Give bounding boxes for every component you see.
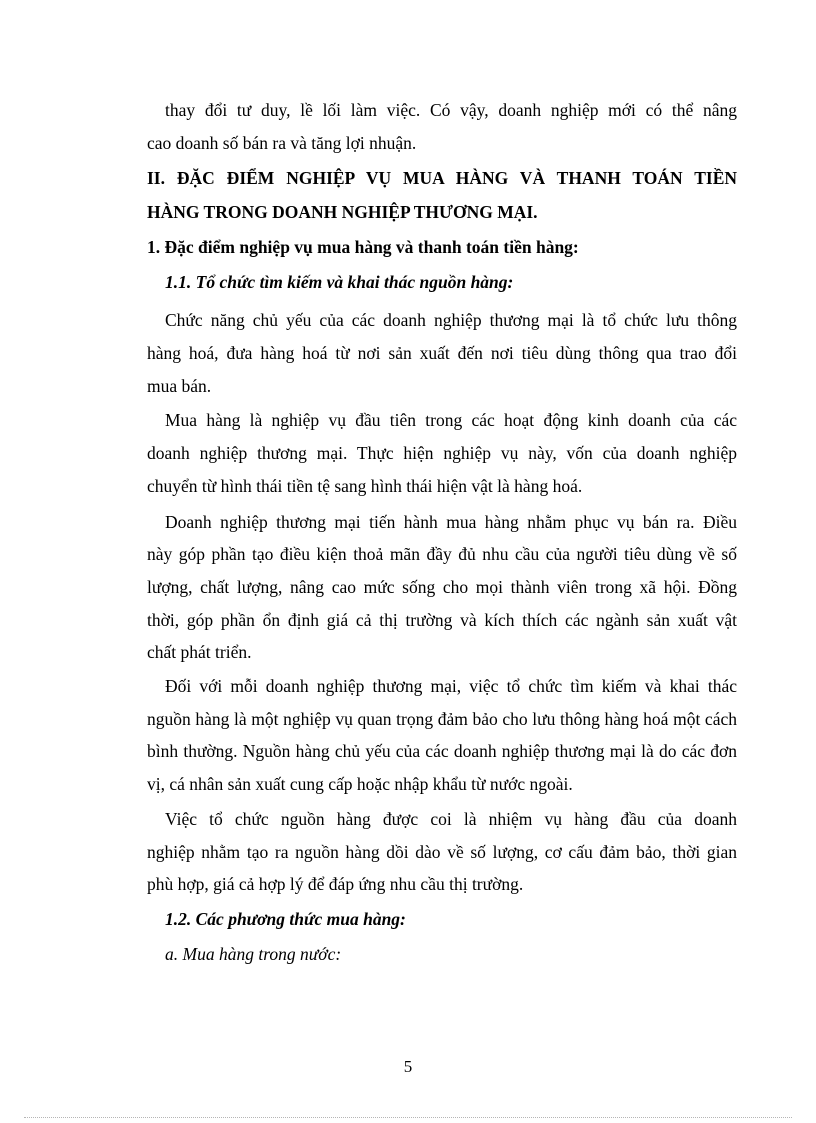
- sub-subsection-heading: 1.1. Tổ chức tìm kiếm và khai thác nguồn hàng:: [165, 272, 514, 292]
- paragraph-line: Đối với mỗi doanh nghiệp thương mại, việc tổ chức tìm kiếm và khai thác: [165, 676, 737, 696]
- paragraph-line: hàng hoá, đưa hàng hoá từ nơi sản xuất đến nơi tiêu dùng thông qua trao đổi: [147, 343, 737, 363]
- subsection-heading: 1. Đặc điểm nghiệp vụ mua hàng và thanh toán tiền hàng:: [147, 237, 579, 257]
- section-heading: HÀNG TRONG DOANH NGHIỆP THƯƠNG MẠI.: [147, 202, 538, 222]
- paragraph-line: thời, góp phần ổn định giá cả thị trường và kích thích các ngành sản xuất vật: [147, 610, 737, 630]
- section-heading: II. ĐẶC ĐIỂM NGHIỆP VỤ MUA HÀNG VÀ THANH TOÁN TIỀN: [147, 168, 737, 188]
- paragraph-line: vị, cá nhân sản xuất cung cấp hoặc nhập khẩu từ nước ngoài.: [147, 774, 573, 794]
- page-bottom-divider: [24, 1117, 792, 1118]
- paragraph-line: Việc tổ chức nguồn hàng được coi là nhiệm vụ hàng đầu của doanh: [165, 809, 737, 829]
- paragraph-line: Doanh nghiệp thương mại tiến hành mua hàng nhằm phục vụ bán ra. Điều: [165, 512, 737, 532]
- paragraph-line: Chức năng chủ yếu của các doanh nghiệp thương mại là tổ chức lưu thông: [165, 310, 737, 330]
- list-item-heading: a. Mua hàng trong nước:: [165, 944, 342, 964]
- page-number: 5: [403, 1057, 413, 1076]
- paragraph-line: Mua hàng là nghiệp vụ đầu tiên trong các hoạt động kinh doanh của các: [165, 410, 737, 430]
- paragraph-line: thay đổi tư duy, lề lối làm việc. Có vậy, doanh nghiệp mới có thể nâng: [165, 100, 737, 120]
- paragraph-line: cao doanh số bán ra và tăng lợi nhuận.: [147, 133, 417, 153]
- paragraph-line: chất phát triển.: [147, 642, 252, 662]
- paragraph-line: phù hợp, giá cả hợp lý để đáp ứng nhu cầu thị trường.: [147, 874, 524, 894]
- paragraph-line: này góp phần tạo điều kiện thoả mãn đầy đủ nhu cầu của người tiêu dùng về số: [147, 544, 737, 564]
- paragraph-line: chuyển từ hình thái tiền tệ sang hình thái hiện vật là hàng hoá.: [147, 476, 583, 496]
- paragraph-line: nguồn hàng là một nghiệp vụ quan trọng đảm bảo cho lưu thông hàng hoá một cách: [147, 709, 737, 729]
- paragraph-line: lượng, chất lượng, nâng cao mức sống cho mọi thành viên trong xã hội. Đồng: [147, 577, 737, 597]
- paragraph-line: mua bán.: [147, 376, 212, 396]
- paragraph-line: bình thường. Nguồn hàng chủ yếu của các doanh nghiệp thương mại là do các đơn: [147, 741, 737, 761]
- paragraph-line: nghiệp nhằm tạo ra nguồn hàng dồi dào về số lượng, cơ cấu đảm bảo, thời gian: [147, 842, 737, 862]
- paragraph-line: doanh nghiệp thương mại. Thực hiện nghiệp vụ này, vốn của doanh nghiệp: [147, 443, 737, 463]
- sub-subsection-heading: 1.2. Các phương thức mua hàng:: [165, 909, 406, 929]
